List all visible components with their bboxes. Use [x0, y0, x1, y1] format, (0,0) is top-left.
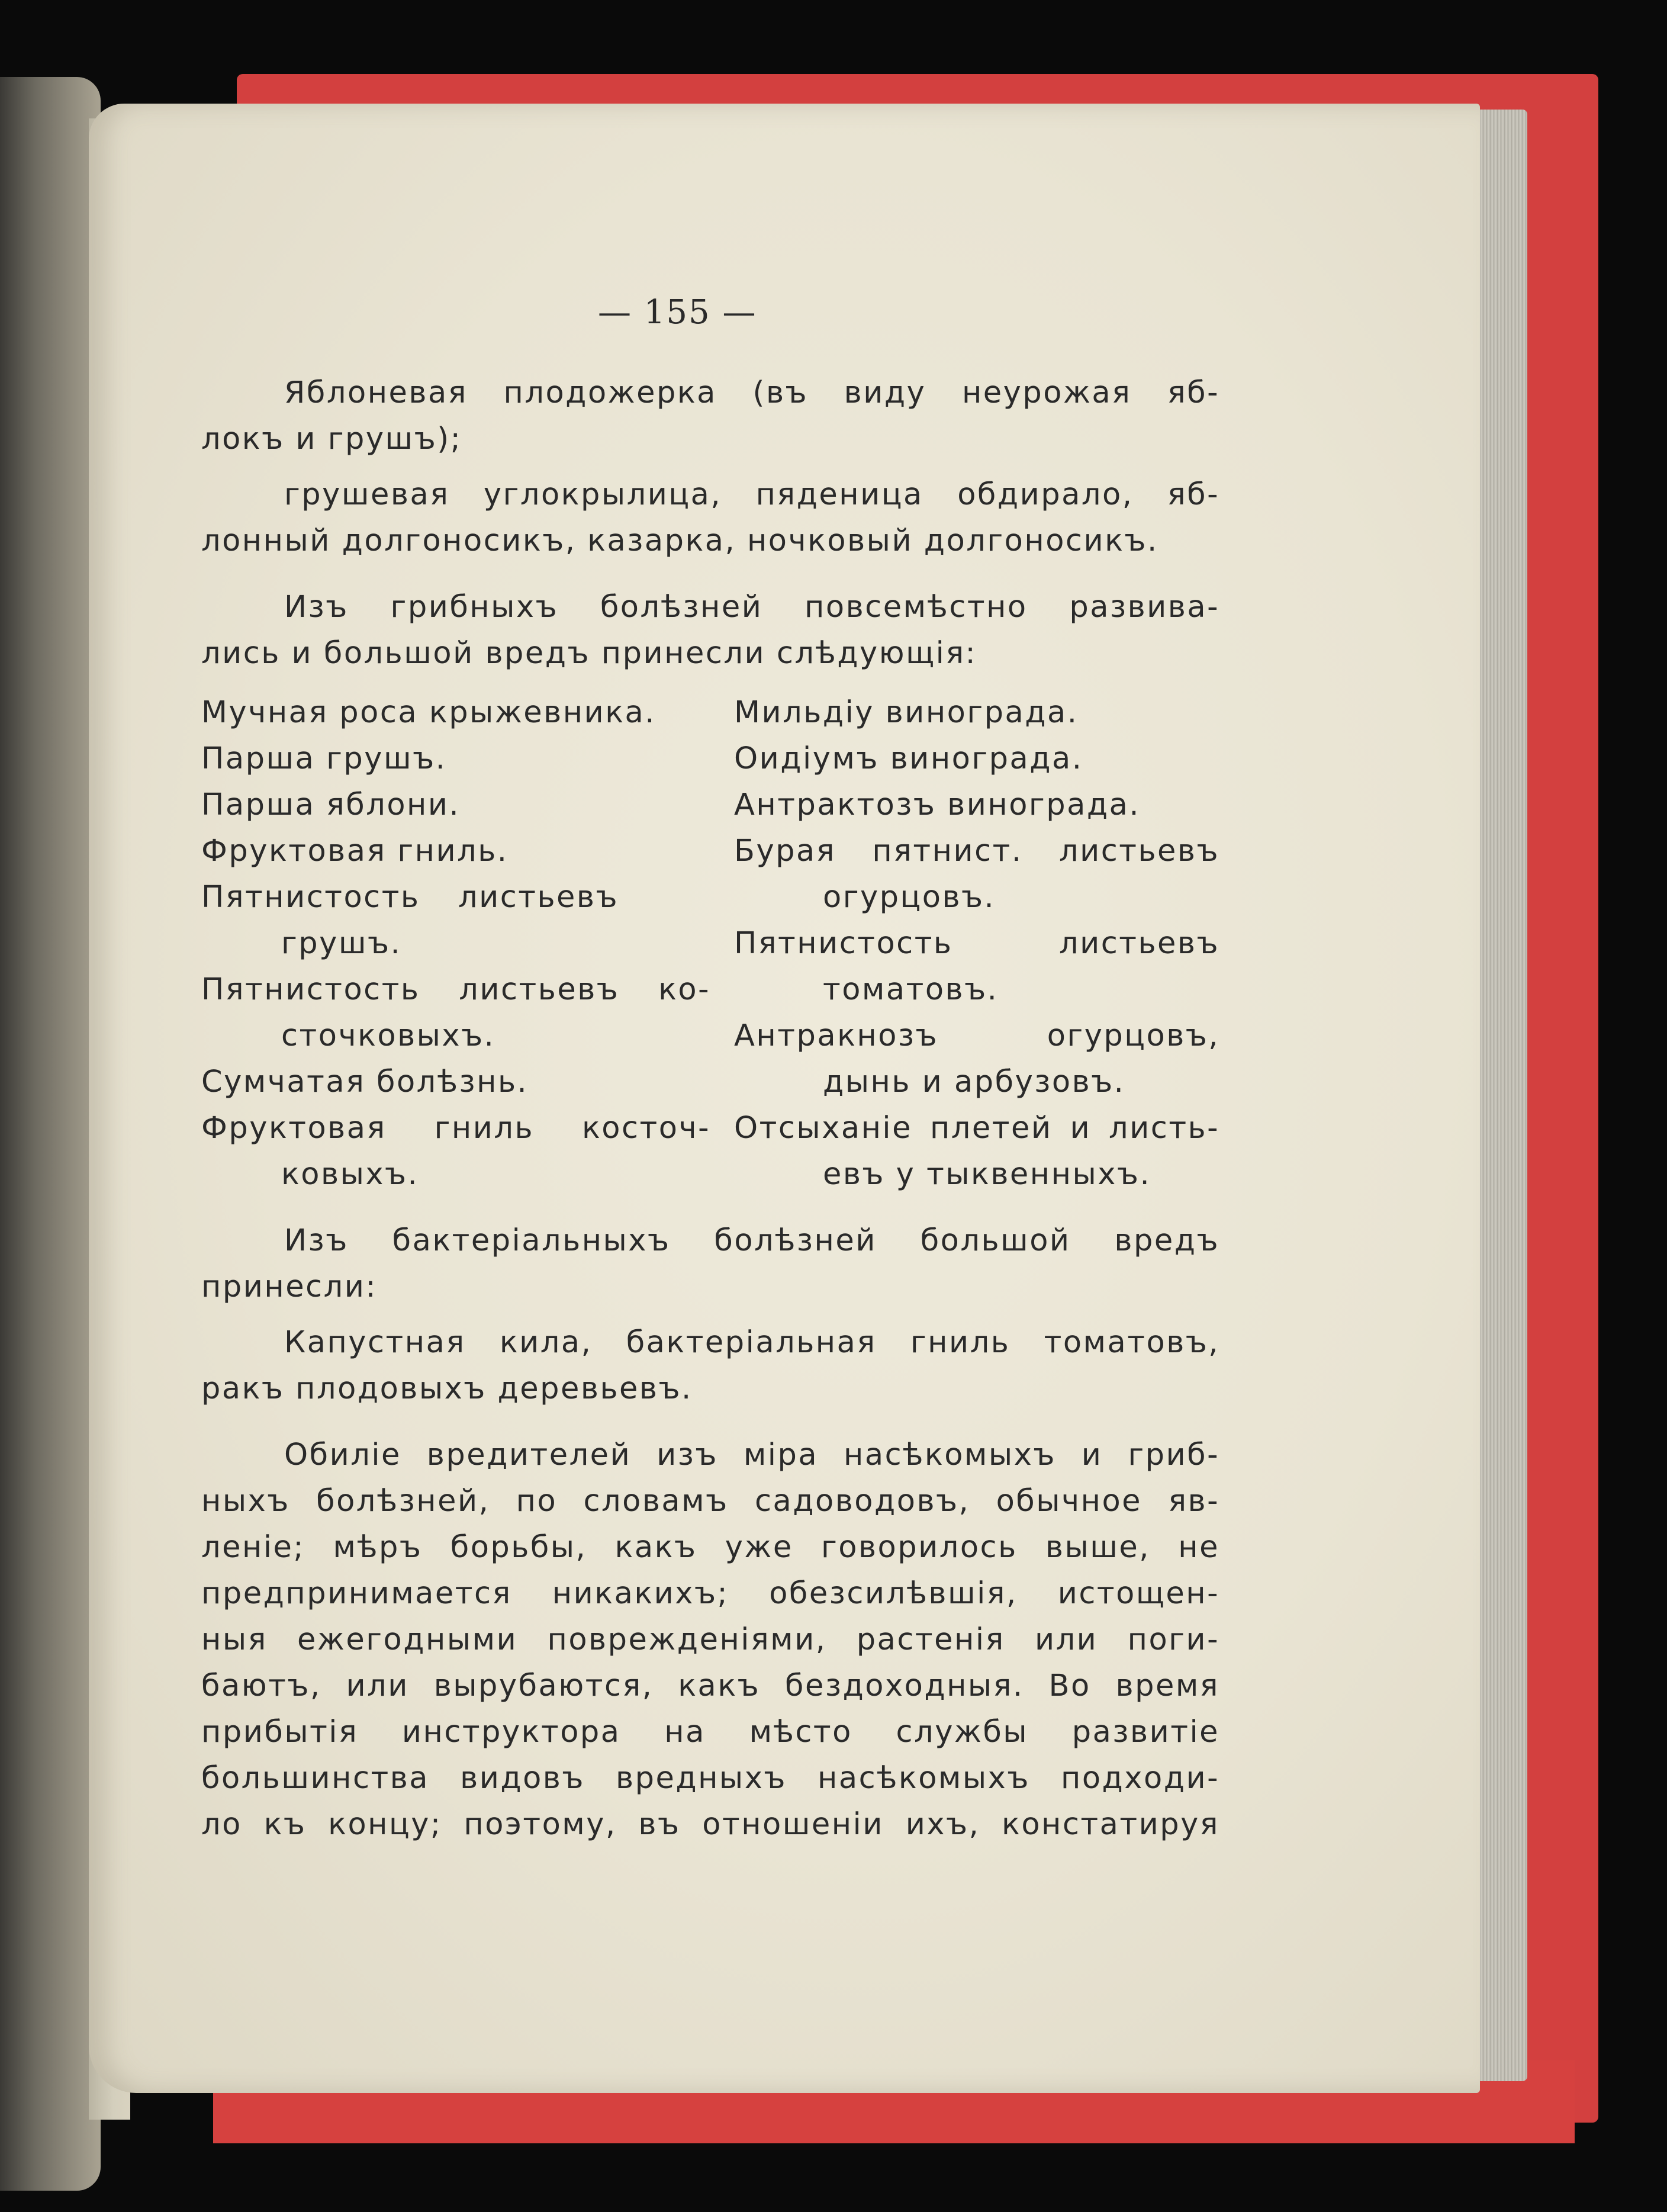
- text-line: грушевая углокрылица, пяденица обдирало, яб-: [284, 477, 1219, 512]
- text-line: принесли:: [201, 1269, 378, 1304]
- list-item: огурцовъ.: [823, 880, 996, 915]
- list-item: Оидіумъ винограда.: [734, 741, 1083, 776]
- text-line: предпринимается никакихъ; обезсилѣвшія, истощен-: [201, 1576, 1219, 1611]
- paragraph-abundance: [201, 1432, 1219, 1848]
- list-item: Мучная роса крыжевника.: [201, 695, 656, 730]
- text-line: Яблоневая плодожерка (въ виду неурожая яб-: [284, 375, 1219, 410]
- text-line: ракъ плодовыхъ деревьевъ.: [201, 1371, 693, 1406]
- disease-columns: [201, 690, 1219, 1198]
- list-item: дынь и арбузовъ.: [823, 1065, 1125, 1099]
- text-line: большинства видовъ вредныхъ насѣкомыхъ подходи-: [201, 1761, 1219, 1796]
- list-item: ковыхъ.: [281, 1157, 419, 1192]
- list-item: Мильдіу винограда.: [734, 695, 1079, 730]
- list-item: Отсыханіе плетей и листь-: [734, 1111, 1219, 1146]
- text-line: лонный долгоносикъ, казарка, ночковый долгоносикъ.: [201, 523, 1158, 558]
- paragraph-fungal-intro: [201, 584, 1219, 677]
- page-number: — 155 —: [598, 293, 757, 332]
- list-item: Антрактозъ винограда.: [734, 787, 1141, 822]
- text-line: Изъ грибныхъ болѣзней повсемѣстно развива-: [284, 590, 1219, 625]
- text-line: ныя ежегодными поврежденіями, растенія или поги-: [201, 1622, 1219, 1657]
- text-line: ныхъ болѣзней, по словамъ садоводовъ, обычное яв-: [201, 1484, 1219, 1519]
- list-item: Фруктовая гниль косточ-: [201, 1111, 710, 1146]
- page-text: [201, 370, 1219, 1848]
- paragraph-bacterial-intro: [201, 1218, 1219, 1310]
- text-line: баютъ, или вырубаются, какъ бездоходныя. Во время: [201, 1668, 1219, 1703]
- list-item: Фруктовая гниль.: [201, 834, 509, 869]
- text-line: ло къ концу; поэтому, въ отношеніи ихъ, констатируя: [201, 1807, 1219, 1842]
- left-page-edge: [0, 77, 101, 2191]
- text-line: леніе; мѣръ борьбы, какъ уже говорилось выше, не: [201, 1530, 1219, 1565]
- list-item: Пятнистость листьевъ ко-: [201, 972, 710, 1007]
- text-line: Изъ бактеріальныхъ болѣзней большой вредъ: [284, 1223, 1219, 1258]
- paragraph-bacterial-list: [201, 1320, 1219, 1412]
- paragraph-pests-list: [201, 472, 1219, 564]
- disease-column-right: [734, 690, 1219, 1198]
- list-item: Парша яблони.: [201, 787, 461, 822]
- disease-column-left: [201, 690, 710, 1198]
- text-line: лись и большой вредъ принесли слѣдующія:: [201, 636, 977, 671]
- list-item: томатовъ.: [823, 972, 999, 1007]
- list-item: Парша грушъ.: [201, 741, 447, 776]
- list-item: евъ у тыквенныхъ.: [823, 1157, 1151, 1192]
- list-item: грушъ.: [281, 926, 402, 961]
- text-line: локъ и грушъ);: [201, 422, 462, 456]
- list-item: Пятнистость листьевъ: [201, 880, 619, 915]
- list-item: Пятнистость листьевъ: [734, 926, 1219, 961]
- list-item: Сумчатая болѣзнь.: [201, 1065, 529, 1099]
- text-line: Обиліе вредителей изъ міра насѣкомыхъ и гриб-: [284, 1438, 1219, 1472]
- list-item: сточковыхъ.: [281, 1018, 495, 1053]
- text-line: Капустная кила, бактеріальная гниль томатовъ,: [284, 1325, 1219, 1360]
- text-line: прибытія инструктора на мѣсто службы развитіе: [201, 1715, 1219, 1750]
- list-item: Бурая пятнист. листьевъ: [734, 834, 1219, 869]
- list-item: Антракнозъ огурцовъ,: [734, 1018, 1219, 1053]
- paragraph-pests: [201, 370, 1219, 462]
